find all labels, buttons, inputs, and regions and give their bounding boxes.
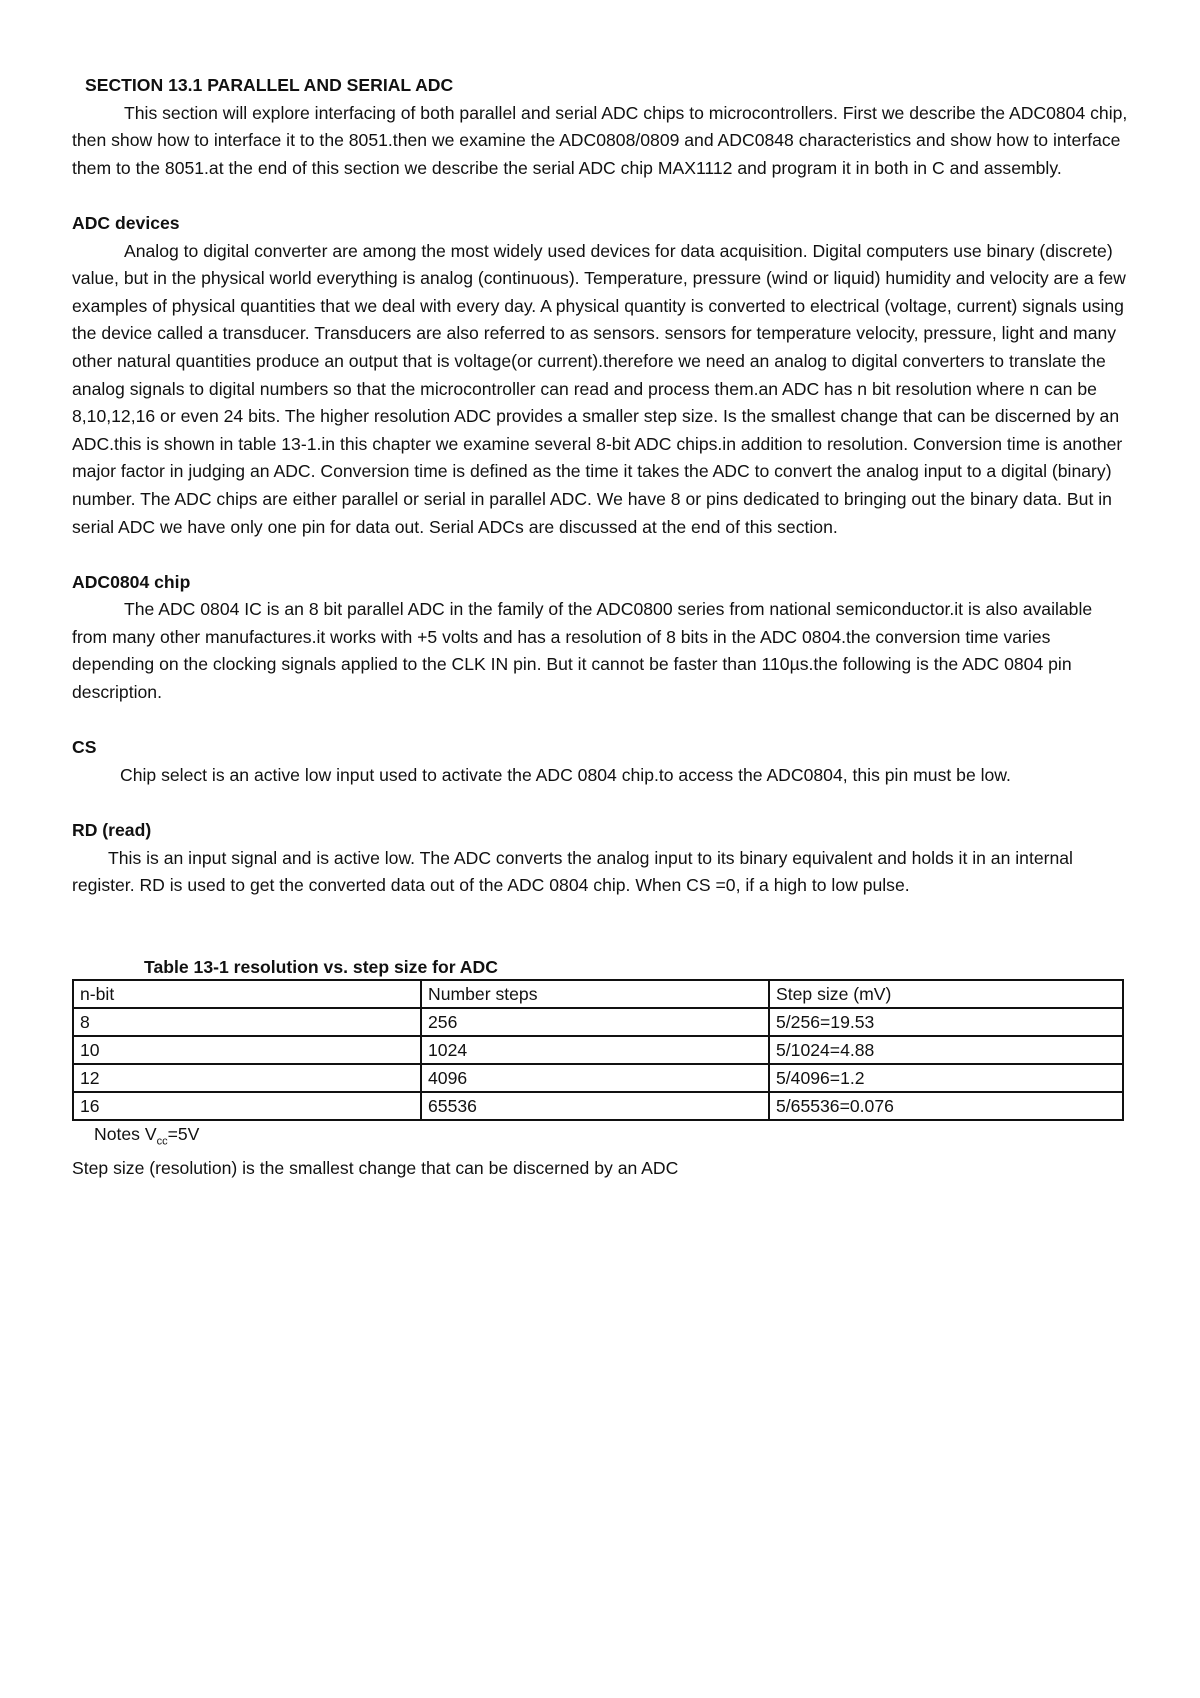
table-notes — [72, 1121, 1132, 1156]
adc-devices-paragraph: Analog to digital converter are among the most widely used devices for data acquisition. Digital computers use binary (discrete) value, but in the physical world everything is analog (continuous). Temperature, pressure (wind or liquid) humidity and velocity are a few examples of physical quantities that we deal with every day. A physical quantity is converted to electrical (voltage, current) signals using the device called a transducer. Transducers are also referred to as sensors. sensors for temperature velocity, pressure, light and many other natural quantities produce an output that is voltage(or current).therefore we need an analog to digital converters to translate the analog signals to digital numbers so that the microcontroller can read and process them.an ADC has n bit resolution where n can be 8,10,12,16 or even 24 bits. The higher resolution ADC provides a smaller step size. Is the smallest change that can be discerned by an ADC.this is shown in table 13-1.in this chapter we examine several 8-bit ADC chips.in addition to resolution. Conversion time is another major factor in judging an ADC. Conversion time is defined as the time it takes the ADC to convert the analog input to a digital (binary) number. The ADC chips are either parallel or serial in parallel ADC. We have 8 or pins dedicated to bringing out the binary data. But in serial ADC we have only one pin for data out. Serial ADCs are discussed at the end of this section. — [72, 240, 1126, 537]
rd-heading: RD (read) — [72, 820, 152, 841]
cs-paragraph: Chip select is an active low input used to activate the ADC 0804 chip.to access the ADC0804, this pin must be low. — [120, 764, 1011, 785]
header-cell-nbit: n-bit — [73, 980, 421, 1008]
table-cell: 12 — [73, 1064, 421, 1092]
spacer — [72, 789, 1132, 817]
adc0804-heading: ADC0804 chip — [72, 571, 191, 592]
spacer — [72, 541, 1132, 569]
table-cell: 5/4096=1.2 — [769, 1064, 1123, 1092]
header-cell-number-steps: Number steps — [421, 980, 769, 1008]
spacer — [72, 182, 1132, 210]
adc-devices-heading: ADC devices — [72, 212, 180, 233]
table-cell: 10 — [73, 1036, 421, 1064]
spacer — [72, 900, 1132, 955]
notes-suffix: =5V — [167, 1123, 200, 1144]
section-title: SECTION 13.1 PARALLEL AND SERIAL ADC — [85, 75, 454, 95]
table-cell: 1024 — [421, 1036, 769, 1064]
resolution-table — [72, 979, 1124, 1121]
rd-paragraph: This is an input signal and is active low. The ADC converts the analog input to its binary equivalent and holds it in an internal register. RD is used to get the converted data out of the ADC 0804 chip. When CS =0, if a high to low pulse. — [72, 847, 1073, 896]
table-caption: Table 13-1 resolution vs. step size for ADC — [144, 956, 498, 977]
intro-paragraph: This section will explore interfacing of both parallel and serial ADC chips to microcontrollers. First we describe the ADC0804 chip, then show how to interface it to the 8051.then we examine the ADC0808/0809 and ADC0848 characteristics and show how to interface them to the 8051.at the end of this section we describe the serial ADC chip MAX1112 and program it in both in C and assembly. — [72, 102, 1128, 178]
cs-heading: CS — [72, 737, 97, 758]
footer-line: Step size (resolution) is the smallest change that can be discerned by an ADC — [72, 1158, 679, 1179]
table-header-row — [73, 980, 1123, 1008]
table-cell: 5/256=19.53 — [769, 1008, 1123, 1036]
table-row — [73, 1064, 1123, 1092]
table-cell: 8 — [73, 1008, 421, 1036]
table-cell: 65536 — [421, 1092, 769, 1120]
table-cell: 5/65536=0.076 — [769, 1092, 1123, 1120]
table-row — [73, 1092, 1123, 1120]
table-cell: 16 — [73, 1092, 421, 1120]
notes-subscript: cc — [156, 1135, 168, 1148]
document-body — [72, 72, 1132, 1183]
header-cell-step-size: Step size (mV) — [769, 980, 1123, 1008]
table-cell: 256 — [421, 1008, 769, 1036]
notes-prefix: Notes V — [94, 1123, 157, 1144]
table-row — [73, 1008, 1123, 1036]
table-cell: 4096 — [421, 1064, 769, 1092]
table-cell: 5/1024=4.88 — [769, 1036, 1123, 1064]
spacer — [72, 707, 1132, 735]
table-row — [73, 1036, 1123, 1064]
adc0804-paragraph: The ADC 0804 IC is an 8 bit parallel ADC in the family of the ADC0800 series from national semiconductor.it is also available from many other manufactures.it works with +5 volts and has a resolution of 8 bits in the ADC 0804.the conversion time varies depending on the clocking signals applied to the CLK IN pin. But it cannot be faster than 110µs.the following is the ADC 0804 pin description. — [72, 599, 1093, 703]
